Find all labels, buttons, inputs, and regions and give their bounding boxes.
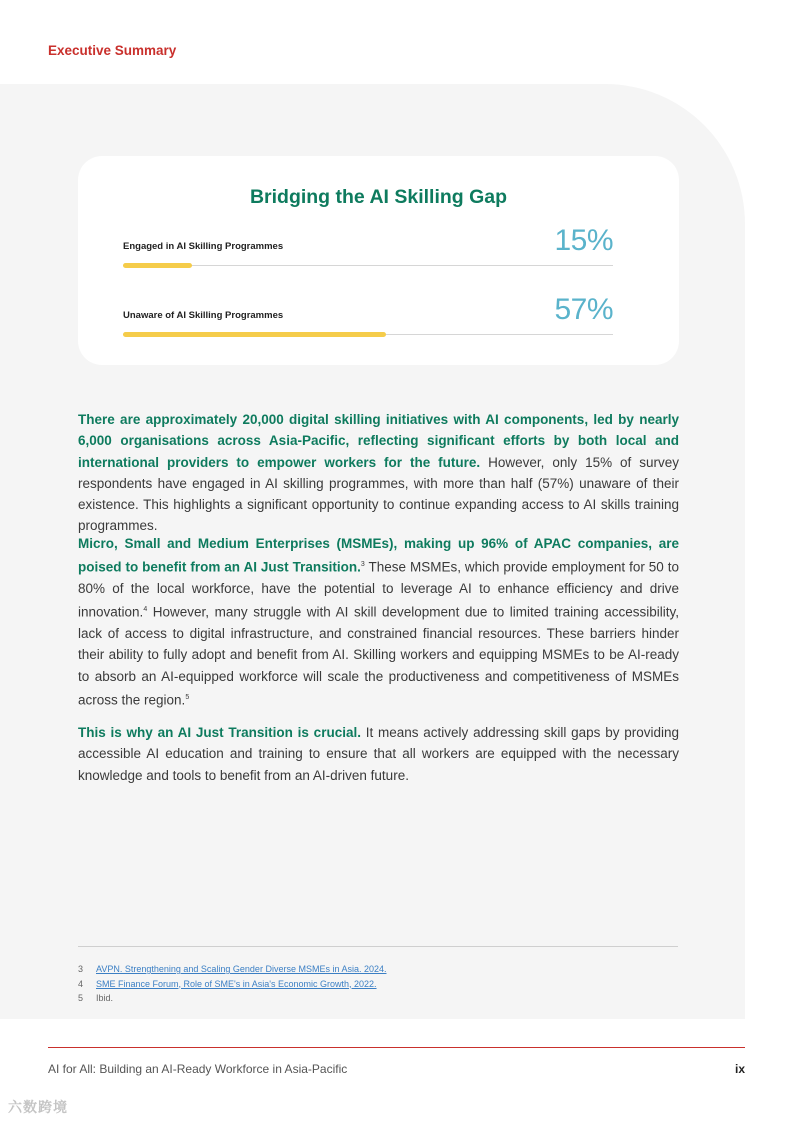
progress-track <box>123 334 613 335</box>
footnote-ref: 3 <box>360 561 365 569</box>
card-title: Bridging the AI Skilling Gap <box>249 186 508 208</box>
footnote-link[interactable]: SME Finance Forum, Role of SME's in Asia's Economic Growth, 2022. <box>96 978 377 989</box>
footnote-ref: 4 <box>143 606 148 614</box>
stat-label: Unaware of AI Skilling Programmes <box>123 310 284 321</box>
footer-divider <box>48 1047 745 1048</box>
footnote-number: 4 <box>78 978 84 989</box>
watermark: 六数跨境 <box>8 1099 68 1115</box>
paragraph-just-transition <box>78 722 679 786</box>
paragraph-lead: There are approximately 20,000 digital skilling initiatives with AI components, led by nearly 6,000 organisations across Asia-Pacific, reflecting significant efforts by both local and international providers to empower workers for the future. <box>78 412 679 470</box>
skilling-gap-card <box>78 156 679 365</box>
footnote-text: Ibid. <box>96 993 114 1003</box>
section-label: Executive Summary <box>48 43 177 58</box>
paragraph-lead: This is why an AI Just Transition is crucial. <box>78 725 361 740</box>
progress-fill <box>123 332 386 337</box>
footnote-item <box>78 977 387 992</box>
paragraph-text: These MSMEs, which provide employment for 50 to 80% of the local workforce, have the potential to leverage AI to enhance efficiency and drive innovation. <box>78 559 679 620</box>
paragraph-lead: Micro, Small and Medium Enterprises (MSMEs), making up 96% of APAC companies, are poised to benefit from an AI Just Transition. <box>78 536 679 575</box>
paragraph-text: It means actively addressing skill gaps by providing accessible AI education and training to ensure that all workers are equipped with the necessary knowledge and tools to benefit from an AI-driven future. <box>78 725 680 783</box>
paragraph-msmes <box>78 533 679 711</box>
progress-track <box>123 265 613 266</box>
stat-unaware <box>123 275 613 335</box>
footnotes <box>78 962 387 1006</box>
footnote-number: 3 <box>78 964 84 974</box>
footer-title: AI for All: Building an AI-Ready Workforce in Asia-Pacific <box>48 1062 348 1076</box>
stat-value: 15% <box>554 224 613 257</box>
page-number: ix <box>734 1062 745 1076</box>
progress-fill <box>123 263 192 268</box>
footnote-item <box>78 991 387 1006</box>
stat-value: 57% <box>554 293 613 326</box>
footnote-divider <box>78 946 678 947</box>
paragraph-text: However, only 15% of survey respondents have engaged in AI skilling programmes, with more than half (57%) unaware of their existence. This highlights a significant opportunity to continue expanding access to AI skills training programmes. <box>78 454 679 534</box>
footnote-ref: 5 <box>185 694 190 702</box>
paragraph-text: However, many struggle with AI skill development due to limited training accessibility, lack of access to digital infrastructure, and constrained financial resources. These barriers hinder their ability to fully adopt and benefit from AI. Skilling workers and equipping MSMEs to be AI-ready to absorb an AI-equipped workforce will scale the productiveness and competitiveness of MSMEs across the region. <box>78 604 679 708</box>
paragraph-skilling-initiatives <box>78 409 679 537</box>
stat-label: Engaged in AI Skilling Programmes <box>123 241 284 252</box>
footnote-number: 5 <box>78 993 84 1003</box>
footnote-item <box>78 962 387 977</box>
footnote-link[interactable]: AVPN. Strengthening and Scaling Gender Diverse MSMEs in Asia. 2024. <box>96 964 387 974</box>
stat-engaged <box>123 206 613 266</box>
